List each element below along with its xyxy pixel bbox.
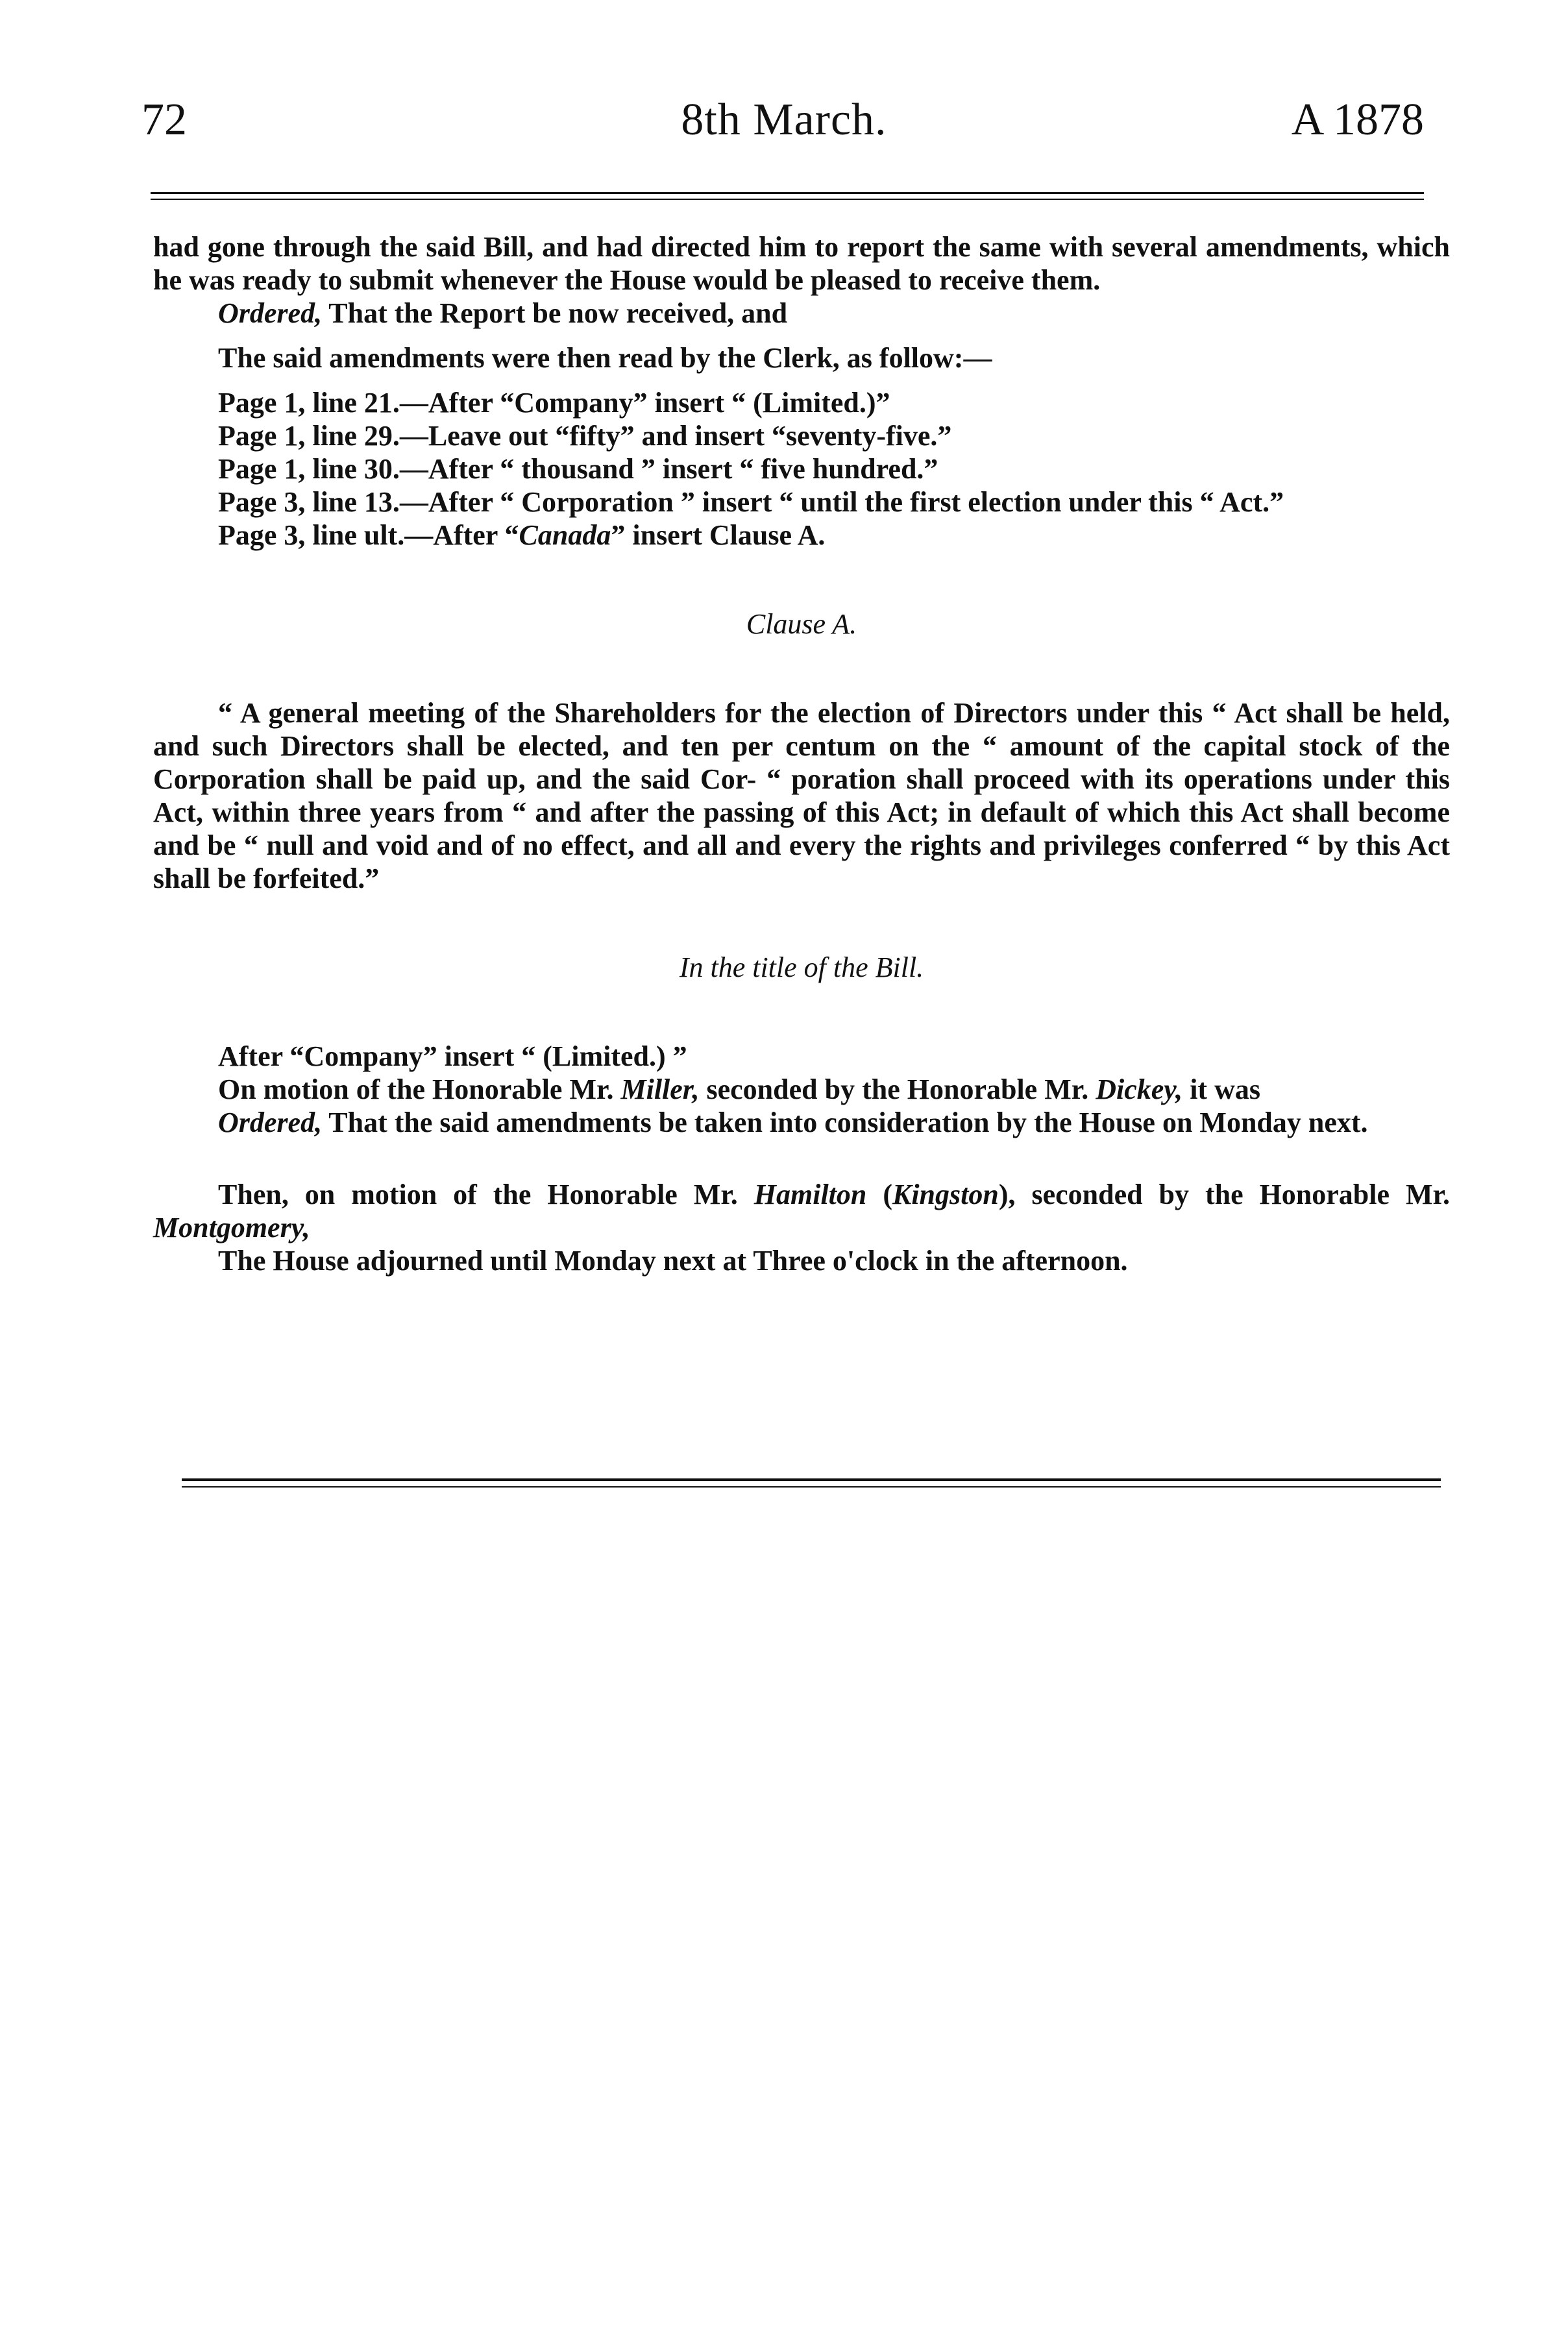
amendment-item: Page 1, line 21.—After “Company” insert “ (Limited.)” xyxy=(218,387,890,419)
motion2-mid: ), seconded by the Honorable Mr. xyxy=(998,1179,1450,1210)
page-number: 72 xyxy=(141,95,187,145)
ordered-label: Ordered, xyxy=(218,297,323,329)
motion1-mid: seconded by the Honorable Mr. xyxy=(699,1073,1096,1105)
ordered2-text: That the said amendments be taken into consideration by the House on Monday next. xyxy=(322,1107,1368,1138)
amendment-item: Page 1, line 29.—Leave out “fifty” and insert “seventy-five.” xyxy=(218,420,952,452)
motion2-place: Kingston xyxy=(892,1179,999,1210)
header-rule-bottom xyxy=(151,199,1424,200)
amendments-list xyxy=(153,386,1450,552)
opening-paragraph: had gone through the said Bill, and had directed him to report the same with several amendments, which he was ready to submit whenever the House would be pleased to receive them. xyxy=(153,231,1450,296)
running-header-date: 8th March. xyxy=(681,95,887,145)
title-amendment: After “Company” insert “ (Limited.) ” xyxy=(218,1040,687,1072)
amendment-prefix: Page 3, line ult.—After “ xyxy=(218,519,519,551)
title-heading: In the title of the Bill. xyxy=(679,951,924,983)
amendment-italic: Canada xyxy=(519,519,611,551)
motion1-prefix: On motion of the Honorable Mr. xyxy=(218,1073,621,1105)
clause-heading: Clause A. xyxy=(746,608,857,640)
clause-text: “ A general meeting of the Shareholders for the election of Directors under this “ Act shall be held, and such Directors shall be elected, and ten per centum on the “ amount of the capital stock of the Corporation shall be paid up, and the said Cor- “ poration shall proceed with its operations under this Act, within three years from “ and after the passing of this Act; in default of which this Act shall become and be “ null and void and of no effect, and all and every the rights and privileges conferred “ by this Act shall be forfeited.” xyxy=(153,697,1450,894)
amendment-suffix: ” insert Clause A. xyxy=(611,519,826,551)
closing-rule-bottom xyxy=(182,1486,1441,1488)
ordered-consideration-paragraph xyxy=(153,1106,1450,1139)
ordered-report-paragraph xyxy=(153,297,1450,330)
motion2-seconder: Montgomery, xyxy=(153,1212,310,1243)
amendment-item-last xyxy=(153,519,1450,552)
motion-paragraph-2 xyxy=(153,1178,1450,1244)
motion1-mover: Miller, xyxy=(620,1073,700,1105)
amendment-item: Page 1, line 30.—After “ thousand ” insert “ five hundred.” xyxy=(218,453,938,485)
motion1-suffix: it was xyxy=(1182,1073,1260,1105)
motion1-seconder: Dickey, xyxy=(1096,1073,1183,1105)
header-rule-top xyxy=(151,192,1424,194)
adjournment-paragraph: The House adjourned until Monday next at Three o'clock in the afternoon. xyxy=(218,1245,1128,1277)
running-header-year: A 1878 xyxy=(1291,95,1424,145)
ordered-text: That the Report be now received, and xyxy=(322,297,788,329)
amendments-intro: The said amendments were then read by the Clerk, as follow:— xyxy=(218,342,992,374)
motion-paragraph-1 xyxy=(153,1073,1450,1106)
amendment-item: Page 3, line 13.—After “ Corporation ” insert “ until the first election under this “ Act.” xyxy=(218,486,1284,518)
journal-body xyxy=(153,230,1450,1277)
motion2-mover: Hamilton xyxy=(753,1179,867,1210)
closing-rule-top xyxy=(182,1478,1441,1481)
motion2-paren: ( xyxy=(866,1179,892,1210)
ordered2-label: Ordered, xyxy=(218,1107,323,1138)
motion2-prefix: Then, on motion of the Honorable Mr. xyxy=(218,1179,754,1210)
